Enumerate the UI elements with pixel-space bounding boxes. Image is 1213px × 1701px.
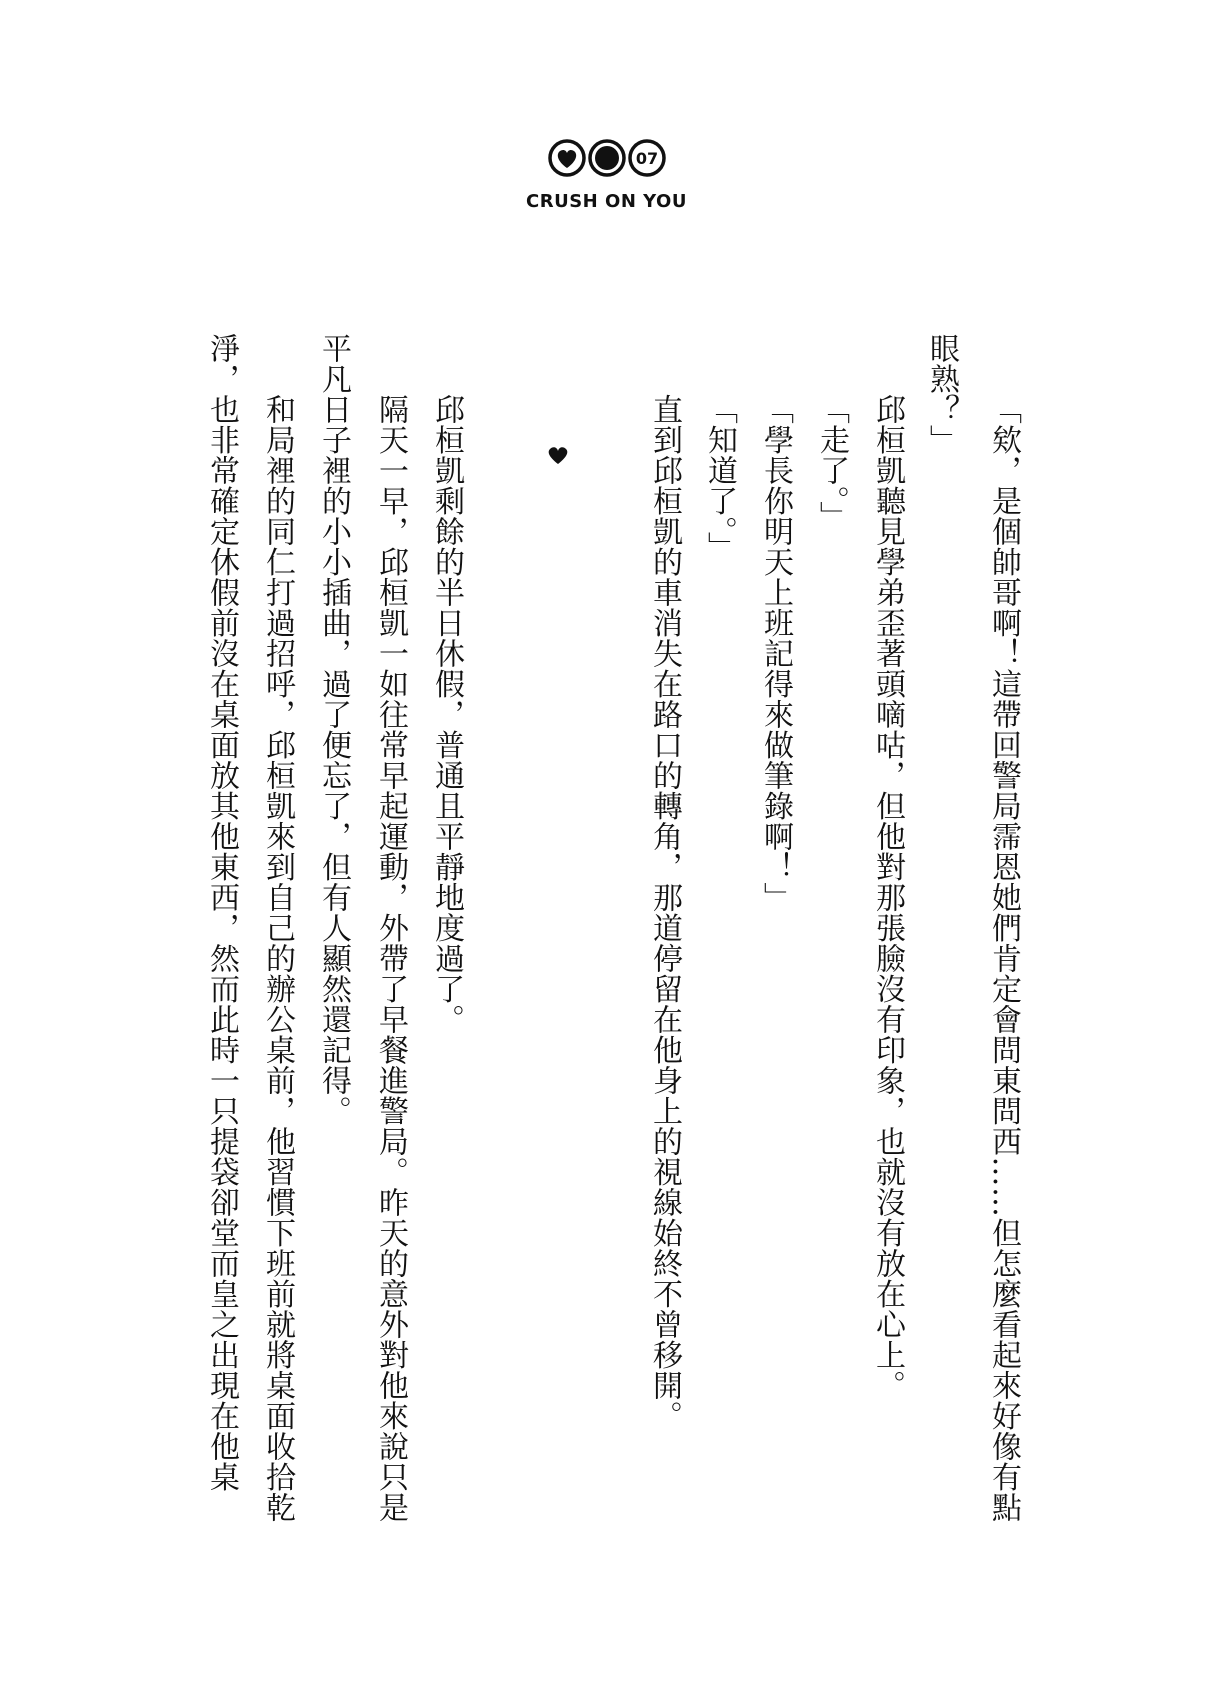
chapter-number-circle-icon — [630, 141, 664, 175]
text-column-5: 「學長你明天上班記得來做筆錄啊！」 — [758, 394, 793, 913]
heart-circle-icon — [550, 141, 584, 175]
text-column-9: 隔天一早，邱桓凱一如往常早起運動，外帶了早餐進警局。昨天的意外對他來說只是 — [373, 394, 408, 1523]
text-column-7: 直到邱桓凱的車消失在路口的轉角，那道停留在他身上的視線始終不曾移開。 — [647, 394, 682, 1431]
chapter-title: CRUSH ON YOU — [526, 191, 687, 212]
chapter-number: 07 — [635, 149, 659, 168]
text-column-12: 淨，也非常確定休假前沒在桌面放其他東西，然而此時一只提袋卻堂而皇之出現在他桌 — [204, 333, 239, 1492]
text-column-11: 和局裡的同仁打過招呼，邱桓凱來到自己的辦公桌前，他習慣下班前就將桌面收拾乾 — [260, 394, 295, 1523]
chapter-logo — [548, 132, 666, 184]
text-column-10: 平凡日子裡的小小插曲，過了便忘了，但有人顯然還記得。 — [316, 333, 351, 1126]
text-column-4: 「走了。」 — [814, 394, 849, 532]
text-column-3: 邱桓凱聽見學弟歪著頭嘀咕，但他對那張臉沒有印象，也就沒有放在心上。 — [870, 394, 905, 1401]
text-column-2: 眼熟？」 — [924, 333, 959, 455]
text-column-8: 邱桓凱剩餘的半日休假，普通且平靜地度過了。 — [429, 394, 464, 1035]
text-column-1: 「欸，是個帥哥啊！這帶回警局霈恩她們肯定會問東問西……但怎麼看起來好像有點 — [986, 394, 1021, 1523]
text-column-6: 「知道了。」 — [702, 394, 737, 562]
filled-circle-icon — [590, 141, 624, 175]
heart-icon — [546, 443, 570, 467]
